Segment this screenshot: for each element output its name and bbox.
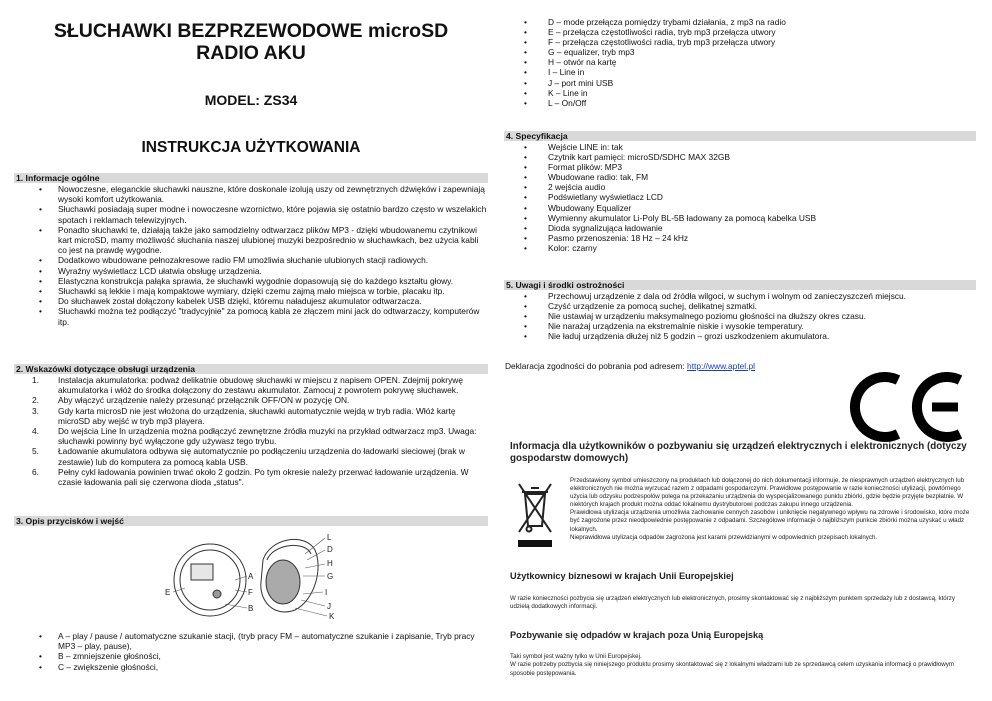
item-text: Ładowanie akumulatora odbywa się automatycznie po podłączeniu urządzenia do ładowarki sieciowej (brak w zestawie) lub do komputera za pomocą kabla USB. (58, 446, 465, 467)
diagram-label-f: F (248, 588, 253, 597)
declaration (505, 361, 755, 371)
diagram-label-i: I (325, 588, 328, 597)
list-item: • H – otwór na kartę (504, 57, 976, 67)
outside-eu-title: Pozbywanie się odpadów w krajach poza Unią Europejską (510, 630, 764, 640)
item-number: 5. (32, 446, 39, 457)
list-item: • Wbudowany Equalizer (504, 203, 976, 213)
list-item: • Pasmo przenoszenia: 18 Hz – 24 kHz (504, 233, 976, 243)
list-item: • Nie ładuj urządzenia dłużej niż 5 godzin – grozi uszkodzeniem akumulatora. (504, 331, 976, 341)
headphones-diagram (155, 530, 355, 620)
weee-paragraph: Przedstawiony symbol umieszczony na produktach lub dołączonej do nich dokumentacji informuje, że niesprawnych urządzeń elektrycznych lub elektronicznych nie można wyrzucać razem z odpadami gospodarczymi. Prawidłowe postępowanie w razie konieczności utylizacji, powtórnego użycia lub odzysku podzespołów polega na przekazaniu urządzenia do wyspecjalizowanego punktu zbiórki, gdzie będzie przyjęte bezpłatnie. W niektórych krajach produkt można oddać lokalnemu dystrybutorowi podczas zakupu innego urządzenia. (570, 477, 965, 509)
list-item (14, 406, 488, 426)
tips-list (14, 375, 488, 487)
title-line-1: SŁUCHAWKI BEZPRZEWODOWE microSD (53, 20, 449, 42)
item-text: Pełny cykl ładowania powinien trwać około 2 godzin. Po tym okresie należy przerwać ładowanie urządzenia. W czasie ładowania pali się czerwona dioda „status". (58, 466, 469, 488)
crossed-bin-icon (515, 480, 555, 552)
list-item: • Czytnik kart pamięci: microSD/SDHC MAX 32GB (504, 152, 976, 162)
list-item (14, 395, 488, 405)
list-item: • Kolor: czarny (504, 243, 976, 253)
item-number: 6. (32, 466, 39, 477)
list-item: • Nowoczesne, eleganckie słuchawki nauszne, które doskonale izolują uszy od zewnętrznych dźwięków i zapewniają wysoki komfort użytkowania. (14, 184, 488, 204)
list-item: • Wejście LINE in: tak (504, 142, 976, 152)
list-item (14, 375, 488, 395)
section-safety-heading: 5. Uwagi i środki ostrożności (504, 280, 976, 290)
item-text: Aby włączyć urządzenie należy przesunąć przełącznik OFF/ON w pozycję ON. (58, 395, 350, 406)
list-item: • Wbudowane radio: tak, FM (504, 172, 976, 182)
section-tips-heading: 2. Wskazówki dotyczące obsługi urządzenia (14, 364, 488, 374)
weee-paragraph: Nieprawidłowa utylizacja odpadów zagrożona jest karami przewidzianymi w odpowiednich przepisach lokalnych. (570, 533, 878, 541)
diagram-label-j: J (327, 602, 331, 611)
headband (267, 545, 311, 560)
item-number: 4. (32, 426, 39, 437)
list-item: • Czyść urządzenie za pomocą suchej, delikatnej szmatki. (504, 301, 976, 311)
outside-eu-text (510, 653, 970, 678)
list-item: • E – przełącza częstotliwości radia, tryb mp3 przełącza utwory (504, 27, 976, 37)
buttons-list-left (14, 631, 488, 672)
play-button-shape (213, 590, 221, 598)
list-item: • Słuchawki posiadają super modne i nowoczesne wzornictwo, które pojawia się ostatnio bardzo często w wszelakich spotach i reklamach telewizyjnych. (14, 204, 488, 224)
diagram-label-g: G (327, 572, 334, 581)
outside-eu-line: Taki symbol jest ważny tylko w Unii Europejskej. (510, 653, 642, 660)
item-text: Gdy karta microsD nie jest włożona do urządzenia, słuchawki automatycznie wejdą w tryb radia. Włóż kartę microSD aby wejść w tryb mp3 playera. (58, 405, 456, 426)
list-item: • J – port mini USB (504, 78, 976, 88)
list-item: • Słuchawki można też podłączyć "tradycyjnie" za pomocą kabla ze złączem mini jack do odtwarzaczy, komputerów itp. (14, 306, 488, 326)
list-item (14, 467, 488, 487)
item-text: Do wejścia Line In urządzenia można podłączyć zewnętrzne źródła muzyki na przykład odtwarzacz mp3. Uwaga: słuchawki powinny być wyłączone gdy używasz tego trybu. (58, 426, 477, 447)
list-item: • Wymienny akumulator Li-Poly BL-5B ładowany za pomocą kabelka USB (504, 213, 976, 223)
list-item: • K – Line in (504, 88, 976, 98)
section-general-heading: 1. Informacje ogólne (14, 173, 488, 183)
title-line-2: RADIO AKU (196, 42, 306, 64)
buttons-list-right (504, 17, 976, 108)
weee-title: Informacja dla użytkowników o pozbywaniu się urządzeń elektrycznych i elektronicznych (dotyczy gospodarstw domowych) (510, 441, 967, 464)
instructions-heading: INSTRUKCJA UŻYTKOWANIA (141, 139, 361, 156)
item-number: 3. (32, 405, 39, 416)
general-list (14, 184, 488, 327)
list-item: • Nie ustawiaj w urządzeniu maksymalnego poziomu głośności na dłuższy okres czasu. (504, 311, 976, 321)
diagram-label-d: D (327, 545, 333, 554)
list-item (14, 426, 488, 446)
safety-list (504, 291, 976, 341)
list-item: • F – przełącza częstotliwości radia, tryb mp3 przełącza utwory (504, 37, 976, 47)
diagram-label-k: K (329, 612, 335, 620)
outside-eu-line: W razie potrzeby pozbycia się niniejszego produktu prosimy skontaktować się z lokalnymi władzami lub ze sprzedawcą celem uzyskania informacji o prawidłowym sposobie postępowania. (510, 661, 954, 677)
list-item: • Słuchawki są lekkie i mają kompaktowe wymiary, dzięki czemu zajmą mało miejsca w torbie, placaku itp. (14, 286, 488, 296)
list-item: • Dodatkowo wbudowane pełnozakresowe radio FM umożliwia słuchanie ulubionych stacji radiowych. (14, 255, 488, 265)
list-item: • Nie narażaj urządzenia na ekstremalnie niskie i wysokie temperatury. (504, 321, 976, 331)
business-users-title: Użytkownicy biznesowi w krajach Unii Europejskiej (510, 571, 734, 581)
document-title (14, 20, 488, 64)
item-number: 2. (32, 395, 39, 406)
list-item: • Do słuchawek został dołączony kabelek USB dzięki, któremu naładujesz akumulator odtwarzacza. (14, 296, 488, 306)
list-item: • Ponadto słuchawki te, działają także jako samodzielny odtwarzacz plików MP3 - dzięki wbudowanemu czytnikowi kart microSD, mamy możliwość słuchania naszej ulubionej muzyki bezpośrednio w słuchawkach, bez użycia kabli co jest na prawdę wygodne. (14, 225, 488, 256)
specs-list (504, 142, 976, 253)
list-item: • C – zwiększenie głośności, (14, 662, 488, 672)
business-users-text: W razie konieczności pozbycia się urządzeń elektrycznych lub elektronicznych, prosimy skontaktować się z najbliższym punktem sprzedaży lub z dostawcą, którzy udzielą dodatkowych informacji. (510, 595, 955, 611)
item-number: 1. (32, 375, 39, 385)
model-heading: MODEL: ZS34 (204, 92, 298, 108)
weee-info (570, 477, 970, 542)
diagram-label-h: H (327, 559, 333, 568)
list-item: • Podświetlany wyświetlacz LCD (504, 192, 976, 202)
list-item: • Wyraźny wyświetlacz LCD ułatwia obsługę urządzenia. (14, 266, 488, 276)
list-item: • 2 wejścia audio (504, 182, 976, 192)
weee-paragraph: Prawidłowa utylizacja urządzenia umożliwia zachowanie cennych zasobów i uniknięcie negatywnego wpływu na zdrowie i środowisko, które może być zagrożone przez nieodpowiednie postępowanie z odpadami. Szczegółowe informacje o najbliższym punkcie zbiórki można uzyskać u władz lokalnych. (570, 509, 970, 533)
list-item: • G – equalizer, tryb mp3 (504, 47, 976, 57)
item-text: Instalacja akumulatorka: podważ delikatnie obudowę słuchawki w miejscu z napisem OPEN. Zdejmij pokrywę akumulatorka i włóż do środka dołączony do zestawu akumulator. Zamocuj z powrotem pokrywę słuchawek. (58, 375, 463, 396)
ce-mark-icon (842, 372, 968, 442)
list-item: • Dioda sygnalizująca ładowanie (504, 223, 976, 233)
diagram-label-a: A (248, 572, 254, 581)
list-item: • A – play / pause / automatyczne szukanie stacji, (tryb pracy FM – automatyczne szukanie i zapisanie, Tryb pracy MP3 – play, pause), (14, 631, 488, 651)
section-specs-heading: 4. Specyfikacja (504, 131, 976, 141)
list-item: • I – Line in (504, 67, 976, 77)
list-item: • Elastyczna konstrukcja pałąka sprawia, że słuchawki wygodnie dopasowują się do każdego kształtu głowy. (14, 276, 488, 286)
list-item (14, 446, 488, 466)
list-item: • D – mode przełącza pomiędzy trybami działania, z mp3 na radio (504, 17, 976, 27)
list-item: • L – On/Off (504, 98, 976, 108)
list-item: • Przechowuj urządzenie z dala od źródła wilgoci, w suchym i wolnym od zanieczyszczeń miejscu. (504, 291, 976, 301)
diagram-label-e: E (165, 588, 171, 597)
lcd-screen (191, 564, 213, 580)
diagram-label-l: L (327, 533, 332, 542)
list-item: • B – zmniejszenie głośności, (14, 651, 488, 661)
earcup-side-panel (266, 560, 300, 604)
declaration-link[interactable]: http://www.aptel.pl (687, 361, 756, 371)
declaration-text: Deklaracja zgodności do pobrania pod adresem: (505, 361, 685, 371)
diagram-label-b: B (248, 604, 254, 613)
list-item: • Format plików: MP3 (504, 162, 976, 172)
section-buttons-heading: 3. Opis przycisków i wejść (14, 516, 488, 526)
